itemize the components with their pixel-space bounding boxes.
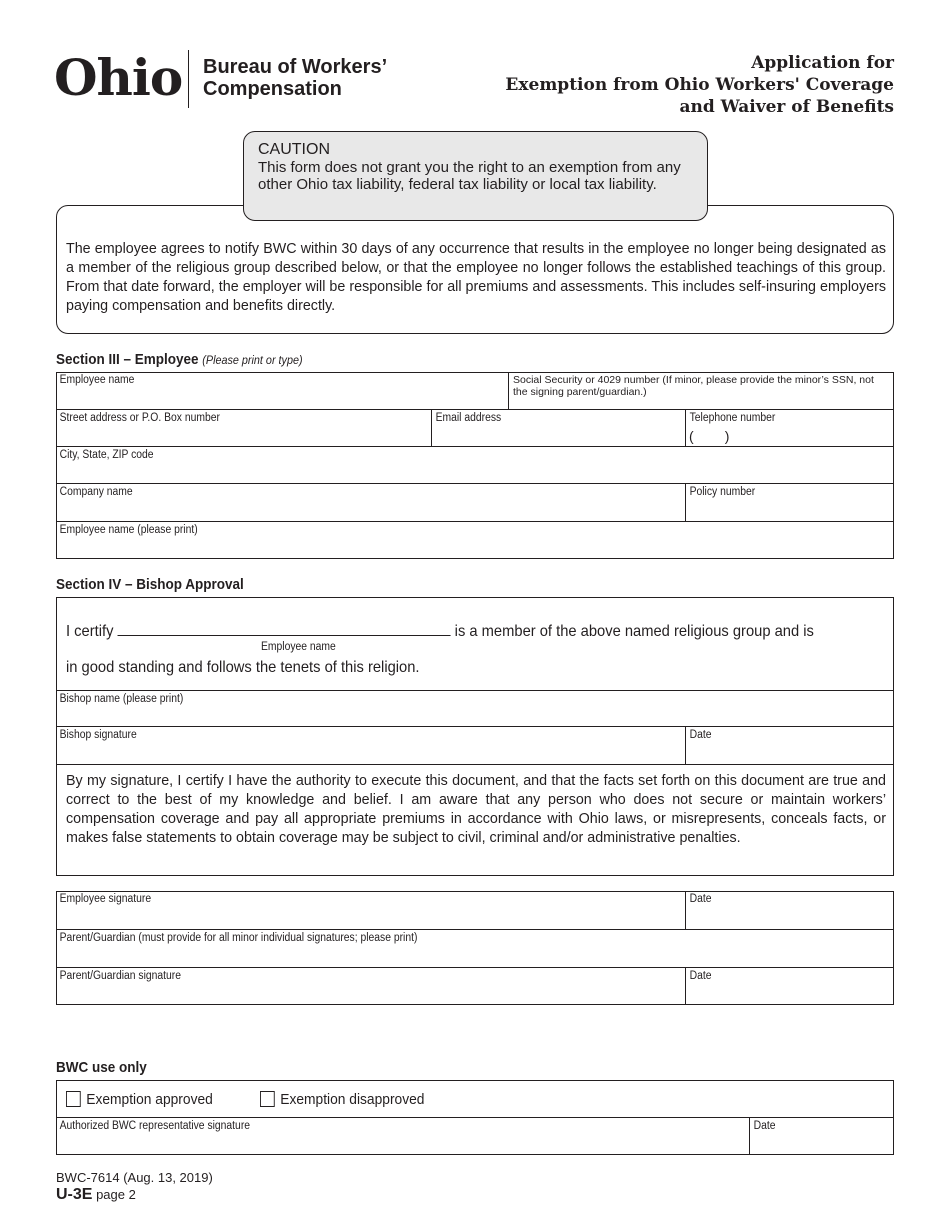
- bishop-date-label: Date: [689, 729, 712, 741]
- title-line-2: Exemption from Ohio Workers' Coverage: [505, 75, 894, 95]
- company-name-label: Company name: [59, 486, 133, 498]
- section-3-title: Section III – Employee: [56, 351, 199, 368]
- city-state-zip-field[interactable]: [56, 446, 894, 483]
- street-address-label: Street address or P.O. Box number: [59, 412, 220, 424]
- employee-name-label: Employee name: [59, 374, 135, 386]
- employee-print-name-field[interactable]: [56, 521, 894, 558]
- bwc-table: [56, 1080, 894, 1155]
- email-field[interactable]: [431, 409, 686, 446]
- guardian-signature-field[interactable]: [56, 967, 686, 1004]
- section-4-table: [56, 597, 894, 876]
- certify-statement: [66, 622, 814, 642]
- policy-number-field[interactable]: [685, 483, 894, 521]
- employee-signature-field[interactable]: [56, 891, 686, 929]
- signature-statement-box: [56, 764, 894, 875]
- company-name-field[interactable]: [56, 483, 686, 521]
- exemption-approved-label: Exemption approved: [86, 1091, 213, 1108]
- telephone-field[interactable]: [685, 409, 894, 446]
- bwc-date-label: Date: [753, 1120, 776, 1132]
- certify-end: is a member of the above named religious group and is: [454, 623, 814, 640]
- caution-box: [243, 131, 708, 221]
- signatures-table: [56, 891, 894, 1005]
- ssn-label: Social Security or 4029 number (If minor, please provide the minor’s SSN, not the signing parent/guardian.): [513, 374, 874, 398]
- bishop-signature-label: Bishop signature: [59, 729, 137, 741]
- certify-start: I certify: [66, 623, 114, 640]
- guardian-signature-label: Parent/Guardian signature: [59, 970, 182, 982]
- exemption-disapproved-label: Exemption disapproved: [280, 1091, 425, 1108]
- phone-area-code: ( ): [689, 428, 730, 444]
- agency-line-2: Compensation: [203, 78, 342, 100]
- form-id: U-3E: [56, 1186, 93, 1203]
- form-id-page: [56, 1186, 136, 1204]
- exemption-approved-checkbox[interactable]: [66, 1091, 81, 1107]
- street-address-field[interactable]: [56, 409, 431, 446]
- bwc-heading: BWC use only: [56, 1059, 147, 1076]
- guardian-date-field[interactable]: [685, 967, 894, 1004]
- section-3-subtitle: (Please print or type): [202, 353, 303, 367]
- signature-statement: By my signature, I certify I have the authority to execute this document, and that the facts set forth on this document are true and correct to the best of my knowledge and belief. I am aware that any person who does not secure or maintain workers’ compensation coverage and pay all appropriate premiums in accordance with Ohio laws, or misrepresents, conceals facts, or makes false statements to obtain coverage may be subject to civil, criminal and/or administrative penalties.: [66, 773, 886, 846]
- title-line-1: Application for: [751, 53, 894, 73]
- certify-line-2: in good standing and follows the tenets of this religion.: [66, 659, 420, 676]
- telephone-label: Telephone number: [689, 412, 776, 424]
- policy-number-label: Policy number: [689, 486, 756, 498]
- notice-text: The employee agrees to notify BWC within 30 days of any occurrence that results in the employee no longer being designated as a member of the religious group described below, or that the employee no longer follows the established teachings of this group. From that date forward, the employer will be responsible for all premiums and assessments. This includes self-insuring employers paying compensation and benefits directly.: [66, 241, 886, 314]
- title-line-3: and Waiver of Benefits: [679, 97, 894, 117]
- exemption-disapproved-option[interactable]: [260, 1091, 424, 1108]
- bwc-rep-signature-label: Authorized BWC representative signature: [59, 1120, 251, 1132]
- ssn-field[interactable]: [508, 372, 894, 409]
- section-3-heading: [56, 351, 303, 369]
- guardian-print-label: Parent/Guardian (must provide for all minor individual signatures; please print): [59, 932, 418, 944]
- certify-employee-name-label: Employee name: [261, 641, 336, 653]
- form-code: BWC-7614 (Aug. 13, 2019): [56, 1170, 213, 1185]
- section-4-heading: Section IV – Bishop Approval: [56, 576, 244, 593]
- bishop-name-field[interactable]: [56, 690, 894, 727]
- email-label: Email address: [435, 412, 502, 424]
- page-number: page 2: [96, 1187, 136, 1202]
- bwc-rep-signature-field[interactable]: [56, 1117, 750, 1154]
- agency-line-1: Bureau of Workers’: [203, 56, 388, 78]
- guardian-date-label: Date: [689, 970, 712, 982]
- city-state-zip-label: City, State, ZIP code: [59, 449, 154, 461]
- bishop-date-field[interactable]: [685, 726, 894, 764]
- employee-name-field[interactable]: [56, 372, 508, 409]
- caution-text: This form does not grant you the right to an exemption from any other Ohio tax liability, federal tax liability or local tax liability.: [258, 159, 681, 193]
- section-3-table: [56, 372, 894, 559]
- bwc-date-field[interactable]: [749, 1117, 894, 1154]
- employee-print-name-label: Employee name (please print): [59, 524, 198, 536]
- form-title: [434, 52, 894, 118]
- caution-title: CAUTION: [258, 141, 330, 158]
- bishop-signature-field[interactable]: [56, 726, 686, 764]
- bishop-name-label: Bishop name (please print): [59, 693, 184, 705]
- employee-date-field[interactable]: [685, 891, 894, 929]
- agency-name: [203, 56, 387, 100]
- ohio-logo: Ohio: [54, 48, 183, 107]
- employee-signature-label: Employee signature: [59, 893, 152, 905]
- logo-divider: [188, 50, 189, 108]
- guardian-print-field[interactable]: [56, 929, 894, 967]
- exemption-disapproved-checkbox[interactable]: [260, 1091, 275, 1107]
- exemption-approved-option[interactable]: [66, 1091, 213, 1108]
- employee-date-label: Date: [689, 893, 712, 905]
- certify-employee-name-line[interactable]: [118, 622, 451, 636]
